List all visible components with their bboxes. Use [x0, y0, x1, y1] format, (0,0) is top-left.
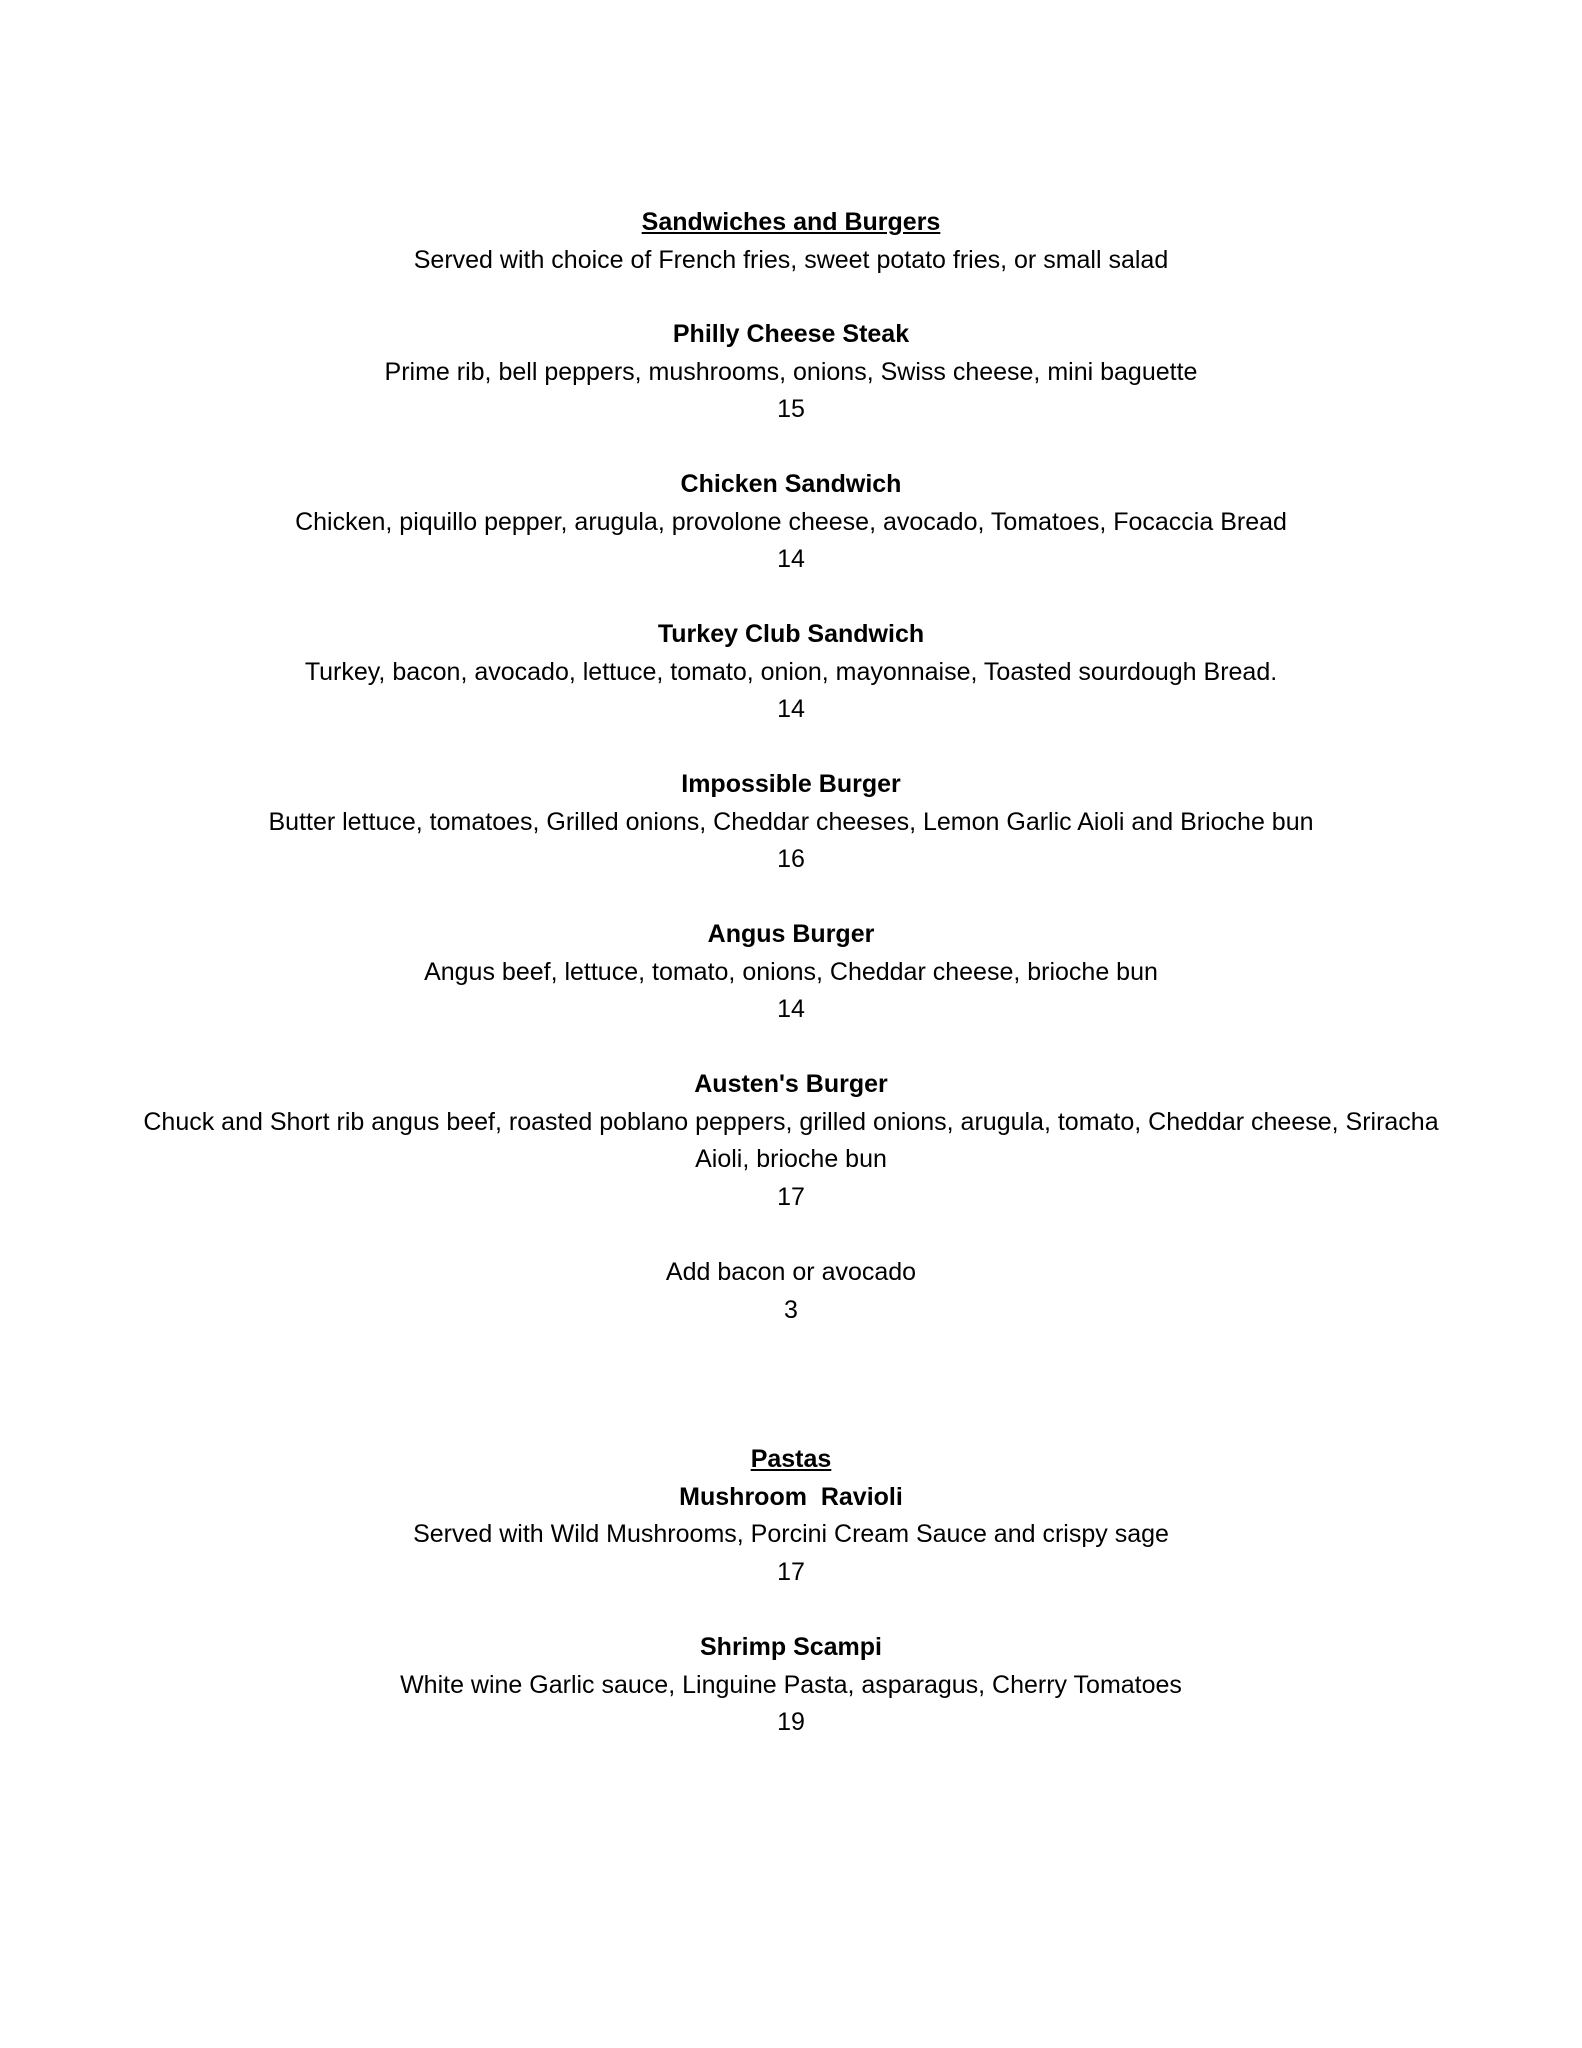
item-description: Butter lettuce, tomatoes, Grilled onions, Cheddar cheeses, Lemon Garlic Aioli and Brioche bun — [268, 807, 1314, 836]
item-description: White wine Garlic sauce, Linguine Pasta, asparagus, Cherry Tomatoes — [400, 1670, 1182, 1699]
addon-price: 3 — [784, 1295, 798, 1324]
item-name: Chicken Sandwich — [680, 470, 902, 498]
menu-item — [100, 766, 1482, 879]
item-price: 14 — [777, 995, 805, 1023]
item-name: Impossible Burger — [681, 770, 901, 798]
menu-item — [100, 1066, 1482, 1216]
item-name: Austen's Burger — [694, 1070, 888, 1098]
section-sandwiches-burgers — [100, 204, 1482, 279]
item-description: Served with Wild Mushrooms, Porcini Cream Sauce and crispy sage — [413, 1520, 1169, 1548]
item-name: Mushroom Ravioli — [679, 1482, 903, 1511]
item-price: 15 — [777, 395, 805, 423]
item-price: 17 — [777, 1182, 805, 1211]
item-name: Angus Burger — [707, 920, 875, 948]
item-description-line-2: Aioli, brioche bun — [695, 1145, 887, 1173]
item-price: 16 — [777, 845, 805, 873]
menu-item — [100, 316, 1482, 429]
item-description: Chicken, piquillo pepper, arugula, provolone cheese, avocado, Tomatoes, Focaccia Bread — [295, 507, 1287, 536]
section-title: Pastas — [750, 1445, 832, 1473]
menu-item — [100, 1629, 1482, 1742]
section-pastas — [100, 1441, 1482, 1591]
section-subtitle: Served with choice of French fries, sweet potato fries, or small salad — [413, 245, 1169, 274]
menu-item — [100, 916, 1482, 1029]
item-description: Turkey, bacon, avocado, lettuce, tomato, onion, mayonnaise, Toasted sourdough Bread. — [304, 657, 1278, 686]
item-price: 19 — [777, 1708, 805, 1736]
item-name: Turkey Club Sandwich — [657, 620, 925, 648]
section-title: Sandwiches and Burgers — [641, 208, 941, 236]
item-description: Angus beef, lettuce, tomato, onions, Cheddar cheese, brioche bun — [424, 957, 1158, 986]
item-description: Prime rib, bell peppers, mushrooms, onions, Swiss cheese, mini baguette — [384, 357, 1198, 386]
item-name: Shrimp Scampi — [700, 1633, 882, 1661]
item-description-line-1: Chuck and Short rib angus beef, roasted poblano peppers, grilled onions, arugula, tomato, Cheddar cheese, Sriracha — [143, 1107, 1439, 1136]
item-name: Philly Cheese Steak — [672, 320, 910, 348]
item-price: 14 — [777, 695, 805, 723]
addon-item — [100, 1254, 1482, 1329]
item-price: 17 — [777, 1557, 805, 1586]
menu-item — [100, 616, 1482, 729]
item-price: 14 — [777, 545, 805, 573]
menu-item — [100, 466, 1482, 579]
addon-label: Add bacon or avocado — [665, 1258, 917, 1286]
